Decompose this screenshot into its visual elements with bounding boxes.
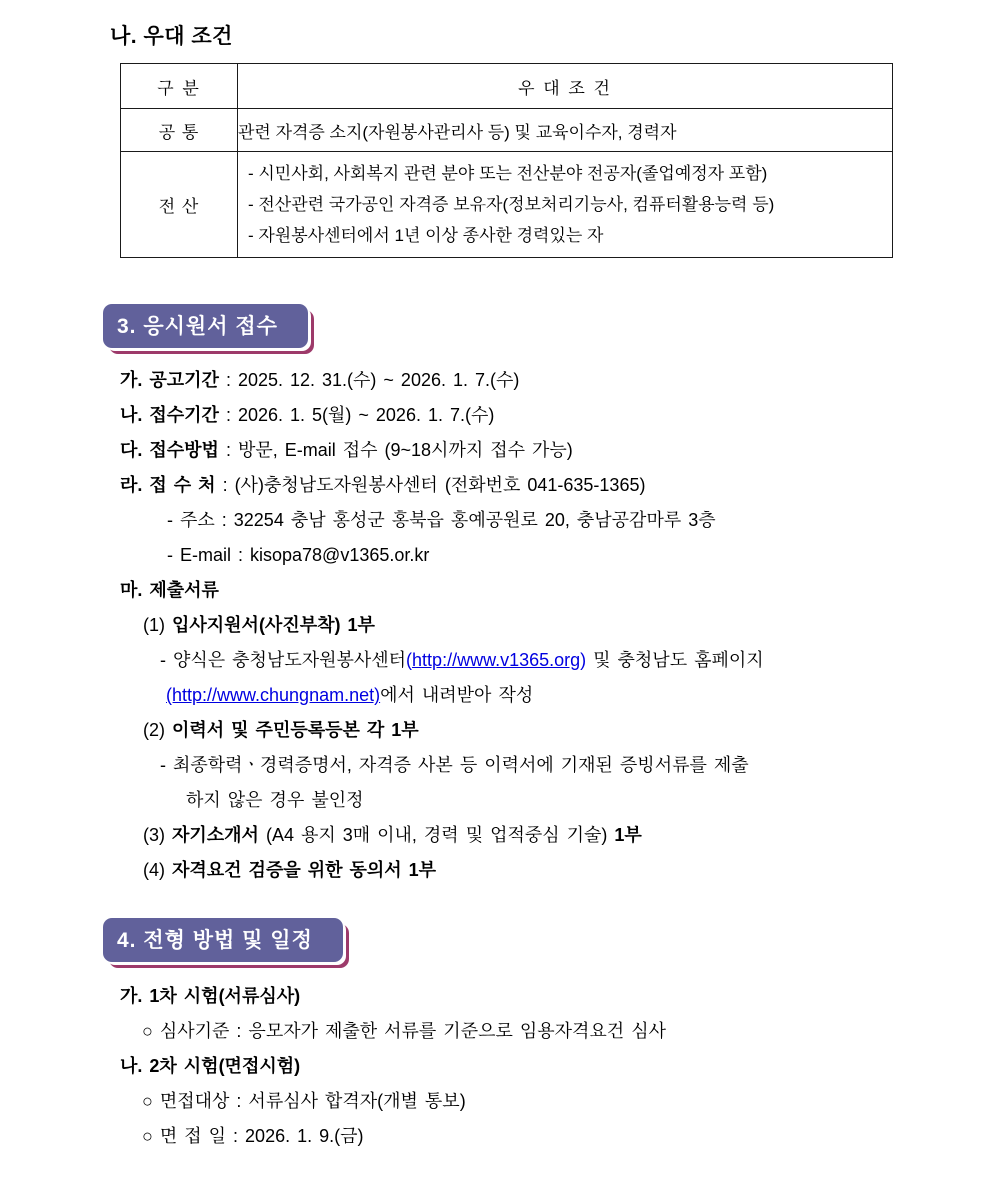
list-item-doc-2-note: - 최종학력ㆍ경력증명서, 자격증 사본 등 이력서에 기재된 증빙서류를 제출: [160, 755, 749, 775]
list-item-notice-period: 가. 공고기간 : 2025. 12. 31.(수) ~ 2026. 1. 7.(수): [120, 370, 520, 390]
list-item-first-exam: 가. 1차 시험(서류심사): [120, 986, 301, 1006]
table-row-computer: [121, 152, 893, 258]
link-v1365[interactable]: http://www.v1365.org: [412, 650, 581, 670]
computer-condition-3: - 자원봉사센터에서 1년 이상 종사한 경력있는 자: [248, 226, 604, 245]
computer-condition-2: - 전산관련 국가공인 자격증 보유자(정보처리기능사, 컴퓨터활용능력 등): [248, 195, 775, 214]
computer-condition-1: - 시민사회, 사회복지 관련 분야 또는 전산분야 전공자(졸업예정자 포함): [248, 164, 768, 183]
column-header-conditions: 우 대 조 건: [238, 64, 893, 109]
row-category-common: 공 통: [121, 109, 238, 152]
section-4-content: [0, 979, 992, 1154]
column-header-category: 구 분: [121, 64, 238, 109]
row-value-common: 관련 자격증 소지(자원봉사관리사 등) 및 교육이수자, 경력자: [238, 109, 893, 152]
preference-conditions-table: [120, 63, 893, 258]
list-item-submission-documents: 마. 제출서류: [120, 580, 219, 600]
list-item-doc-1: (1) 입사지원서(사진부착) 1부: [143, 615, 375, 635]
list-item-doc-4: (4) 자격요건 검증을 위한 동의서 1부: [143, 860, 437, 880]
row-value-computer: [238, 152, 893, 258]
section-3-content: [0, 363, 992, 888]
heading-preference-conditions: 나. 우대 조건: [110, 25, 233, 48]
list-item-interview-target: ○ 면접대상 : 서류심사 합격자(개별 통보): [142, 1091, 466, 1111]
list-item-address: - 주소 : 32254 충남 홍성군 홍북읍 홍예공원로 20, 충남공감마루 3층: [167, 510, 716, 530]
list-item-doc-3: (3) 자기소개서 (A4 용지 3매 이내, 경력 및 업적중심 기술) 1부: [143, 825, 642, 845]
row-category-computer: 전 산: [121, 152, 238, 258]
list-item-form-download: - 양식은 충청남도자원봉사센터(http://www.v1365.org) 및 충청남도 홈페이지: [160, 650, 764, 670]
list-item-doc-2-note-cont: 하지 않은 경우 불인정: [186, 790, 364, 810]
link-chungnam[interactable]: (http://www.chungnam.net): [166, 685, 381, 705]
table-row-common: [121, 109, 893, 152]
list-item-email: - E-mail : kisopa78@v1365.or.kr: [167, 545, 430, 565]
table-header-row: [121, 64, 893, 109]
section-4-banner: 4. 전형 방법 및 일정: [103, 918, 343, 962]
paren-close: ): [580, 650, 587, 670]
list-item-application-period: 나. 접수기간 : 2026. 1. 5(월) ~ 2026. 1. 7.(수): [120, 405, 495, 425]
paren-open: (: [406, 650, 413, 670]
section-3-banner: 3. 응시원서 접수: [103, 304, 308, 348]
list-item-doc-2: (2) 이력서 및 주민등록등본 각 1부: [143, 720, 419, 740]
list-item-interview-date: ○ 면 접 일 : 2026. 1. 9.(금): [142, 1126, 364, 1146]
list-item-application-method: 다. 접수방법 : 방문, E-mail 접수 (9~18시까지 접수 가능): [120, 440, 573, 460]
list-item-review-criteria: ○ 심사기준 : 응모자가 제출한 서류를 기준으로 임용자격요건 심사: [142, 1021, 666, 1041]
list-item-second-exam: 나. 2차 시험(면접시험): [120, 1056, 301, 1076]
list-item-application-place: 라. 접 수 처 : (사)충청남도자원봉사센터 (전화번호 041-635-1365): [120, 475, 646, 495]
list-item-form-download-cont: (http://www.chungnam.net)에서 내려받아 작성: [166, 685, 534, 705]
